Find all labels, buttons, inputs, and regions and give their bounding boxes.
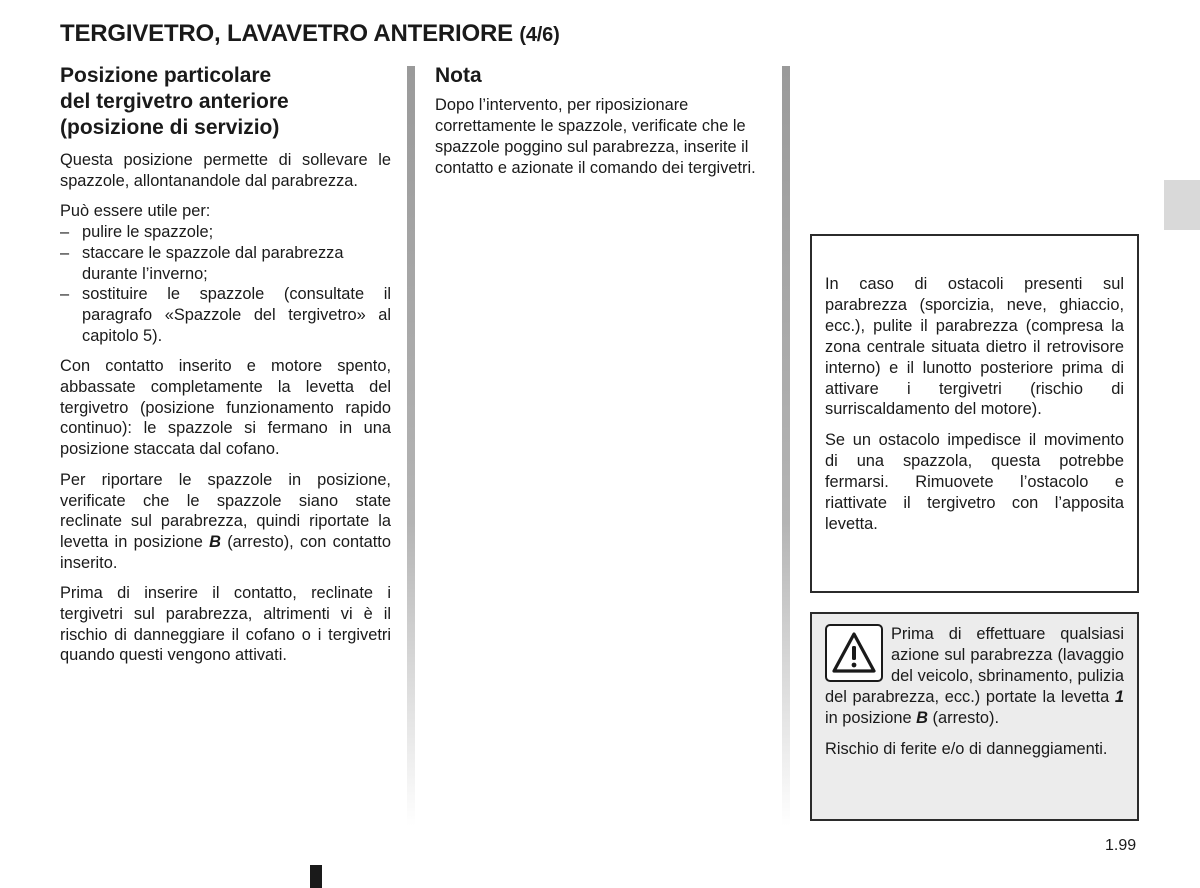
return-paragraph [60,470,391,574]
section-heading-line: (posizione di servizio) [60,116,280,139]
before-contact-paragraph: Prima di inserire il contatto, reclinate i tergivetri sul parabrezza, altrimenti vi è il rischio di danneggiare il cofano o i tergivetri quando questi vengono attivati. [60,584,391,665]
warning-triangle-icon [825,624,883,682]
chapter-tab [1164,180,1200,230]
list-item: – staccare le spazzole dal parabrezza durante l’inverno; [60,243,391,284]
crop-mark [310,865,322,888]
warning-box [810,612,1139,821]
page-title [60,20,560,48]
section-heading-line: del tergivetro anteriore [60,90,289,113]
section-heading [60,63,391,141]
return-text: (arresto), con contatto inserito. [60,532,391,572]
column-rule-left [407,66,415,826]
middle-column [435,63,766,189]
info-paragraph: In caso di ostacoli presenti sul parabrezza (sporcizia, neve, ghiaccio, ecc.), pulite il parabrezza (compresa la zona centrale situata dietro il retrovisore interno) e il lunotto posteriore prima di attivare i tergivetri (rischio di surriscaldamento del motore). [825,275,1124,419]
uses-list [60,222,391,346]
warning-risk-paragraph: Rischio di ferite e/o di danneggiamenti. [825,739,1108,758]
info-paragraph: Se un ostacolo impedisce il movimento di una spazzola, questa potrebbe fermarsi. Rimuovete l’ostacolo e riattivate il tergivetro con l’apposita levetta. [825,431,1124,533]
note-text: Dopo l’intervento, per riposizionare correttamente le spazzole, verificate che le spazzole poggino sul parabrezza, inserite il contatto e azionate il comando dei tergivetri. [435,96,756,177]
list-item: – pulire le spazzole; [60,222,391,243]
section-heading-line: Posizione particolare [60,64,272,87]
contact-paragraph: Con contatto inserito e motore spento, abbassate completamente la levetta del tergivetro (posizione funzionamento rapido continuo): le spazzole si fermano in una posizione staccata dal cofano. [60,357,391,459]
page-title-text: TERGIVETRO, LAVAVETRO ANTERIORE [60,20,513,47]
intro-paragraph: Questa posizione permette di sollevare le spazzole, allontanandole dal parabrezza. [60,151,391,190]
page-number: 1.99 [1105,837,1137,854]
list-item: – sostituire le spazzole (consultate il paragrafo «Spazzole del tergivetro» al capitolo 5). [60,284,391,346]
left-column [60,63,391,676]
warning-text: in posizione [825,708,912,727]
warning-text: (arresto). [932,708,1000,727]
return-text: Per riportare le spazzole in posizione, verificate che le spazzole siano state reclinate sul parabrezza, quindi riportate la levetta in posizione [60,470,391,551]
position-letter: B [209,532,221,551]
column-rule-right [782,66,790,826]
note-heading: Nota [435,64,482,87]
warning-text: Prima di effettuare qualsiasi azione sul parabrezza (lavaggio del veicolo, sbrinamento, pulizia del parabrezza, ecc.) portate la levetta [825,625,1124,706]
useful-for-label: Può essere utile per: [60,202,211,221]
lever-number: 1 [1114,687,1124,706]
position-letter: B [916,708,928,727]
info-box [810,234,1139,593]
page-part-indicator: (4/6) [519,24,560,46]
